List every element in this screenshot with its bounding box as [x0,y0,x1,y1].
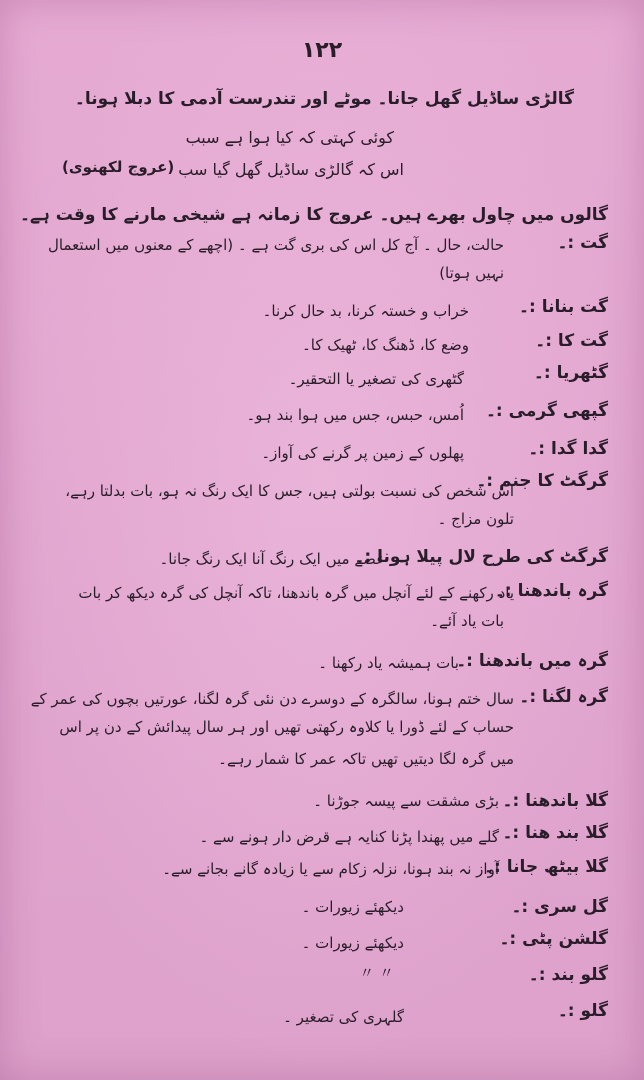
entry-term: گت بنانا :۔ [519,297,608,317]
entry-term: گرگٹ کی طرح لال پیلا ہونا :۔ [354,547,608,567]
entry-definition: پھلوں کے زمین پر گرنے کی آواز۔ [261,444,464,462]
entry-definition-cont: میں گرہ لگا دیتیں تھیں تاکہ عمر کا شمار رہے۔ [218,750,514,768]
entry-term: گت کا :۔ [535,331,608,351]
entry-term: گلا باندھنا :۔ [502,791,608,811]
page-number: ۱۲۲ [301,38,343,63]
entry-term: گلا بند ھنا :۔ [502,823,608,843]
entry-definition-cont: تلون مزاج ۔ [437,510,514,528]
entry-term: گٹھریا :۔ [533,363,608,383]
entry-definition: گلہری کی تصغیر ۔ [283,1008,404,1026]
entry-term: گرہ میں باندھنا :۔ [456,651,608,671]
idiom-line: گالوں میں چاول بھرے ہیں۔ عروج کا زمانہ ہے شیخی مارنے کا وقت ہے۔ [19,205,608,225]
entry-term: گلو :۔ [557,1001,608,1021]
entry-definition-cont: حساب کے لئے ڈورا یا کلاوہ رکھتی تھیں اور ہر سال پیدائش کے دن پر اس [59,718,514,736]
entry-term: گل سری :۔ [511,897,608,917]
entry-definition: آواز نہ بند ہونا، نزلہ زکام سے یا زیادہ گانے بجانے سے۔ [162,860,499,878]
entry-definition: وضع کا، ڈھنگ کا، ٹھیک کا۔ [302,336,469,354]
entry-term: گدا گدا :۔ [528,439,608,459]
entry-definition-cont: نہیں ہوتا) [439,264,504,282]
entry-definition: غصے میں ایک رنگ آنا ایک رنگ جانا۔ [159,550,384,568]
entry-definition: 〃 〃 [359,964,394,982]
entry-definition: حالت، حال ۔ آج کل اس کی بری گت ہے ۔ (اچھے کے معنوں میں استعمال [47,236,504,254]
entry-term: گلو بند :۔ [528,965,608,985]
entry-term: گرگٹ کا جنم :۔ [476,471,608,491]
entry-definition: یاد رکھنے کے لئے آنچل میں گرہ باندھنا، تاکہ آنچل کی گرہ دیکھ کر بات [78,584,514,602]
entry-definition: بات ہمیشہ یاد رکھنا ۔ [318,654,459,672]
poem-line-1: کوئی کہتی کہ کیا ہوا ہے سبب [185,128,394,147]
entry-term: گلشن پٹی :۔ [499,929,608,949]
entry-definition: اُمس، حبس، جس میں ہوا بند ہو۔ [246,406,464,424]
poem-attribution: (عروج لکھنوی) [62,158,175,176]
entry-term: گرہ باندھنا :۔ [494,581,608,601]
entry-definition: گلے میں پھندا پڑنا کنایہ ہے قرض دار ہونے سے ۔ [199,828,499,846]
poem-line-2: اس کہ گالڑی ساڈیل گھل گیا سب [178,160,404,179]
entry-term: گرہ لگنا :۔ [519,687,608,707]
entry-definition-cont: بات یاد آئے۔ [430,612,504,630]
entry-definition: بڑی مشقت سے پیسہ جوڑنا ۔ [313,792,499,810]
entry-term: گت :۔ [557,233,608,253]
entry-definition: اس شخص کی نسبت بولتی ہیں، جس کا ایک رنگ نہ ہو، بات بدلتا رہے، [65,482,514,500]
entry-definition: خراب و خستہ کرنا، بد حال کرنا۔ [262,302,469,320]
entry-definition: سال ختم ہونا، سالگرہ کے دوسرے دن نئی گرہ لگنا، عورتیں بچوں کی عمر کے [30,690,514,708]
entry-definition: دیکھئے زیورات ۔ [301,934,404,952]
entry-definition: گٹھری کی تصغیر یا التحقیر۔ [288,370,464,388]
entry-term: گلا بیٹھ جانا :۔ [484,857,608,877]
entry-definition: دیکھئے زیورات ۔ [301,898,404,916]
entry-term: گپھی گرمی :۔ [485,401,608,421]
heading-galri-sa-deel: گالڑی ساڈیل گھل جانا۔ موٹے اور تندرست آدمی کا دبلا ہونا۔ [74,89,574,109]
